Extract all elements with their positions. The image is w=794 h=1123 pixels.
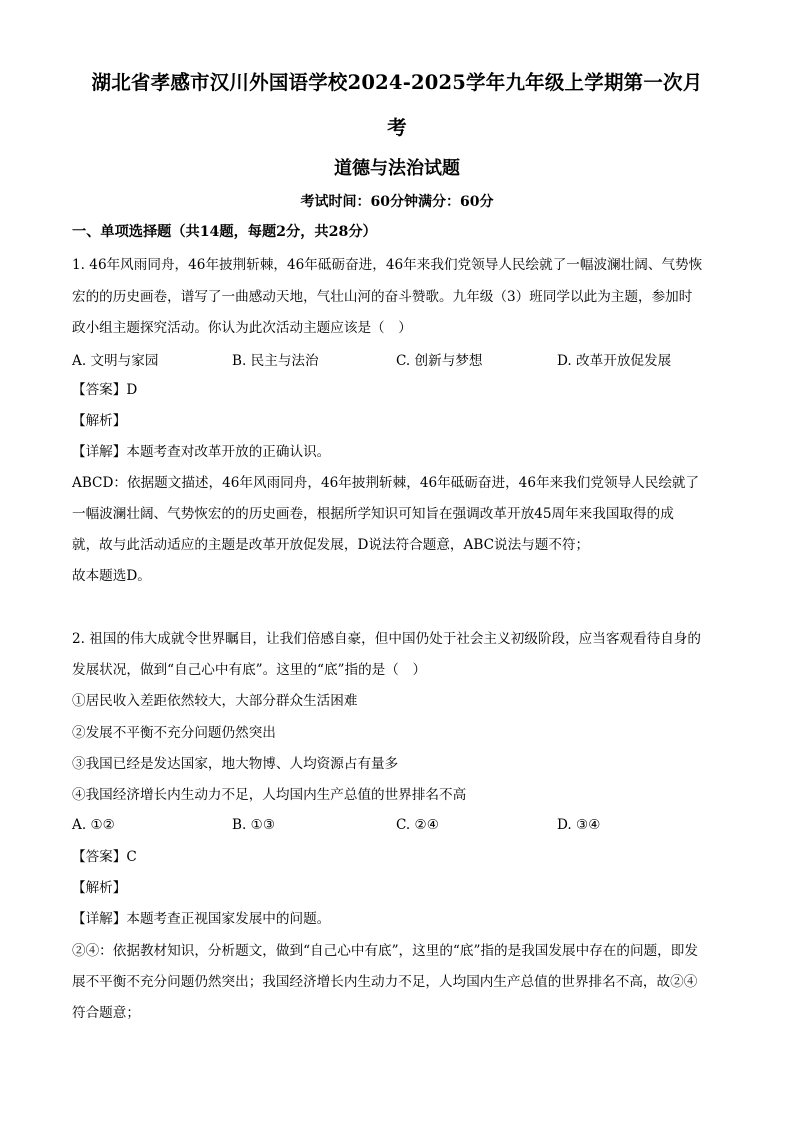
q1-option-d: D. 改革开放促发展 [557, 353, 672, 369]
q1-stem-line1: 1. 46年风雨同舟，46年披荆斩棘，46年砥砺奋进，46年来我们党领导人民绘就了一幅波澜壮阔、气势恢 [72, 257, 703, 273]
q1-option-a: A. 文明与家园 [72, 353, 159, 369]
q2-explanation-line1: ②④：依据教材知识，分析题文，做到“自己心中有底”，这里的“底”指的是我国发展中存在的问题，即发 [72, 943, 698, 959]
exam-info: 考试时间：60分钟满分：60分 [300, 194, 494, 210]
q1-analysis-label: 【解析】 [72, 413, 127, 429]
q2-option-b: B. ①③ [232, 817, 276, 833]
q2-item-2: ②发展不平衡不充分问题仍然突出 [72, 725, 276, 741]
q1-conclusion: 故本题选D。 [72, 568, 151, 584]
q2-answer: 【答案】C [72, 849, 137, 865]
q2-option-d: D. ③④ [557, 817, 601, 833]
q2-item-4: ④我国经济增长内生动力不足，人均国内生产总值的世界排名不高 [72, 787, 467, 803]
q2-option-c: C. ②④ [396, 817, 439, 833]
q1-stem-line3: 政小组主题探究活动。你认为此次活动主题应该是（ ） [72, 320, 412, 336]
q2-stem-line1: 2. 祖国的伟大成就令世界瞩目，让我们倍感自豪，但中国仍处于社会主义初级阶段，应当客观看待自身的 [72, 631, 702, 647]
q2-item-3: ③我国已经是发达国家，地大物博、人均资源占有量多 [72, 756, 399, 772]
q1-detail: 【详解】本题考查对改革开放的正确认识。 [72, 444, 331, 460]
q2-explanation-line2: 展不平衡不充分问题仍然突出；我国经济增长内生动力不足，人均国内生产总值的世界排名不高，故②④ [72, 974, 698, 990]
q1-explanation-line3: 就，故与此活动适应的主题是改革开放促发展，D说法符合题意，ABC说法与题不符； [72, 537, 590, 553]
q1-explanation-line1: ABCD：依据题文描述，46年风雨同舟，46年披荆斩棘，46年砥砺奋进，46年来我们党领导人民绘就了 [72, 475, 700, 491]
q2-detail: 【详解】本题考查正视国家发展中的问题。 [72, 911, 331, 927]
q1-explanation-line2: 一幅波澜壮阔、气势恢宏的的历史画卷，根据所学知识可知旨在强调改革开放45周年来我国取得的成 [72, 506, 674, 522]
exam-title-line2: 考 [387, 116, 407, 139]
q2-option-a: A. ①② [72, 817, 115, 833]
q2-stem-line2: 发展状况，做到“自己心中有底”。这里的“底”指的是（ ） [72, 662, 427, 678]
q2-explanation-line3: 符合题意； [72, 1005, 140, 1021]
q2-item-1: ①居民收入差距依然较大，大部分群众生活困难 [72, 693, 358, 709]
q1-stem-line2: 宏的的历史画卷，谱写了一曲感动天地，气壮山河的奋斗赞歌。九年级（3）班同学以此为主题，参加时 [72, 289, 693, 305]
exam-subject: 道德与法治试题 [334, 158, 460, 179]
q1-answer: 【答案】D [72, 382, 138, 398]
q2-analysis-label: 【解析】 [72, 880, 127, 896]
q1-option-c: C. 创新与梦想 [396, 353, 483, 369]
exam-title-line1: 湖北省孝感市汉川外国语学校2024-2025学年九年级上学期第一次月 [91, 71, 703, 94]
q1-option-b: B. 民主与法治 [232, 353, 319, 369]
section-heading: 一、单项选择题（共14题，每题2分，共28分） [72, 224, 377, 240]
